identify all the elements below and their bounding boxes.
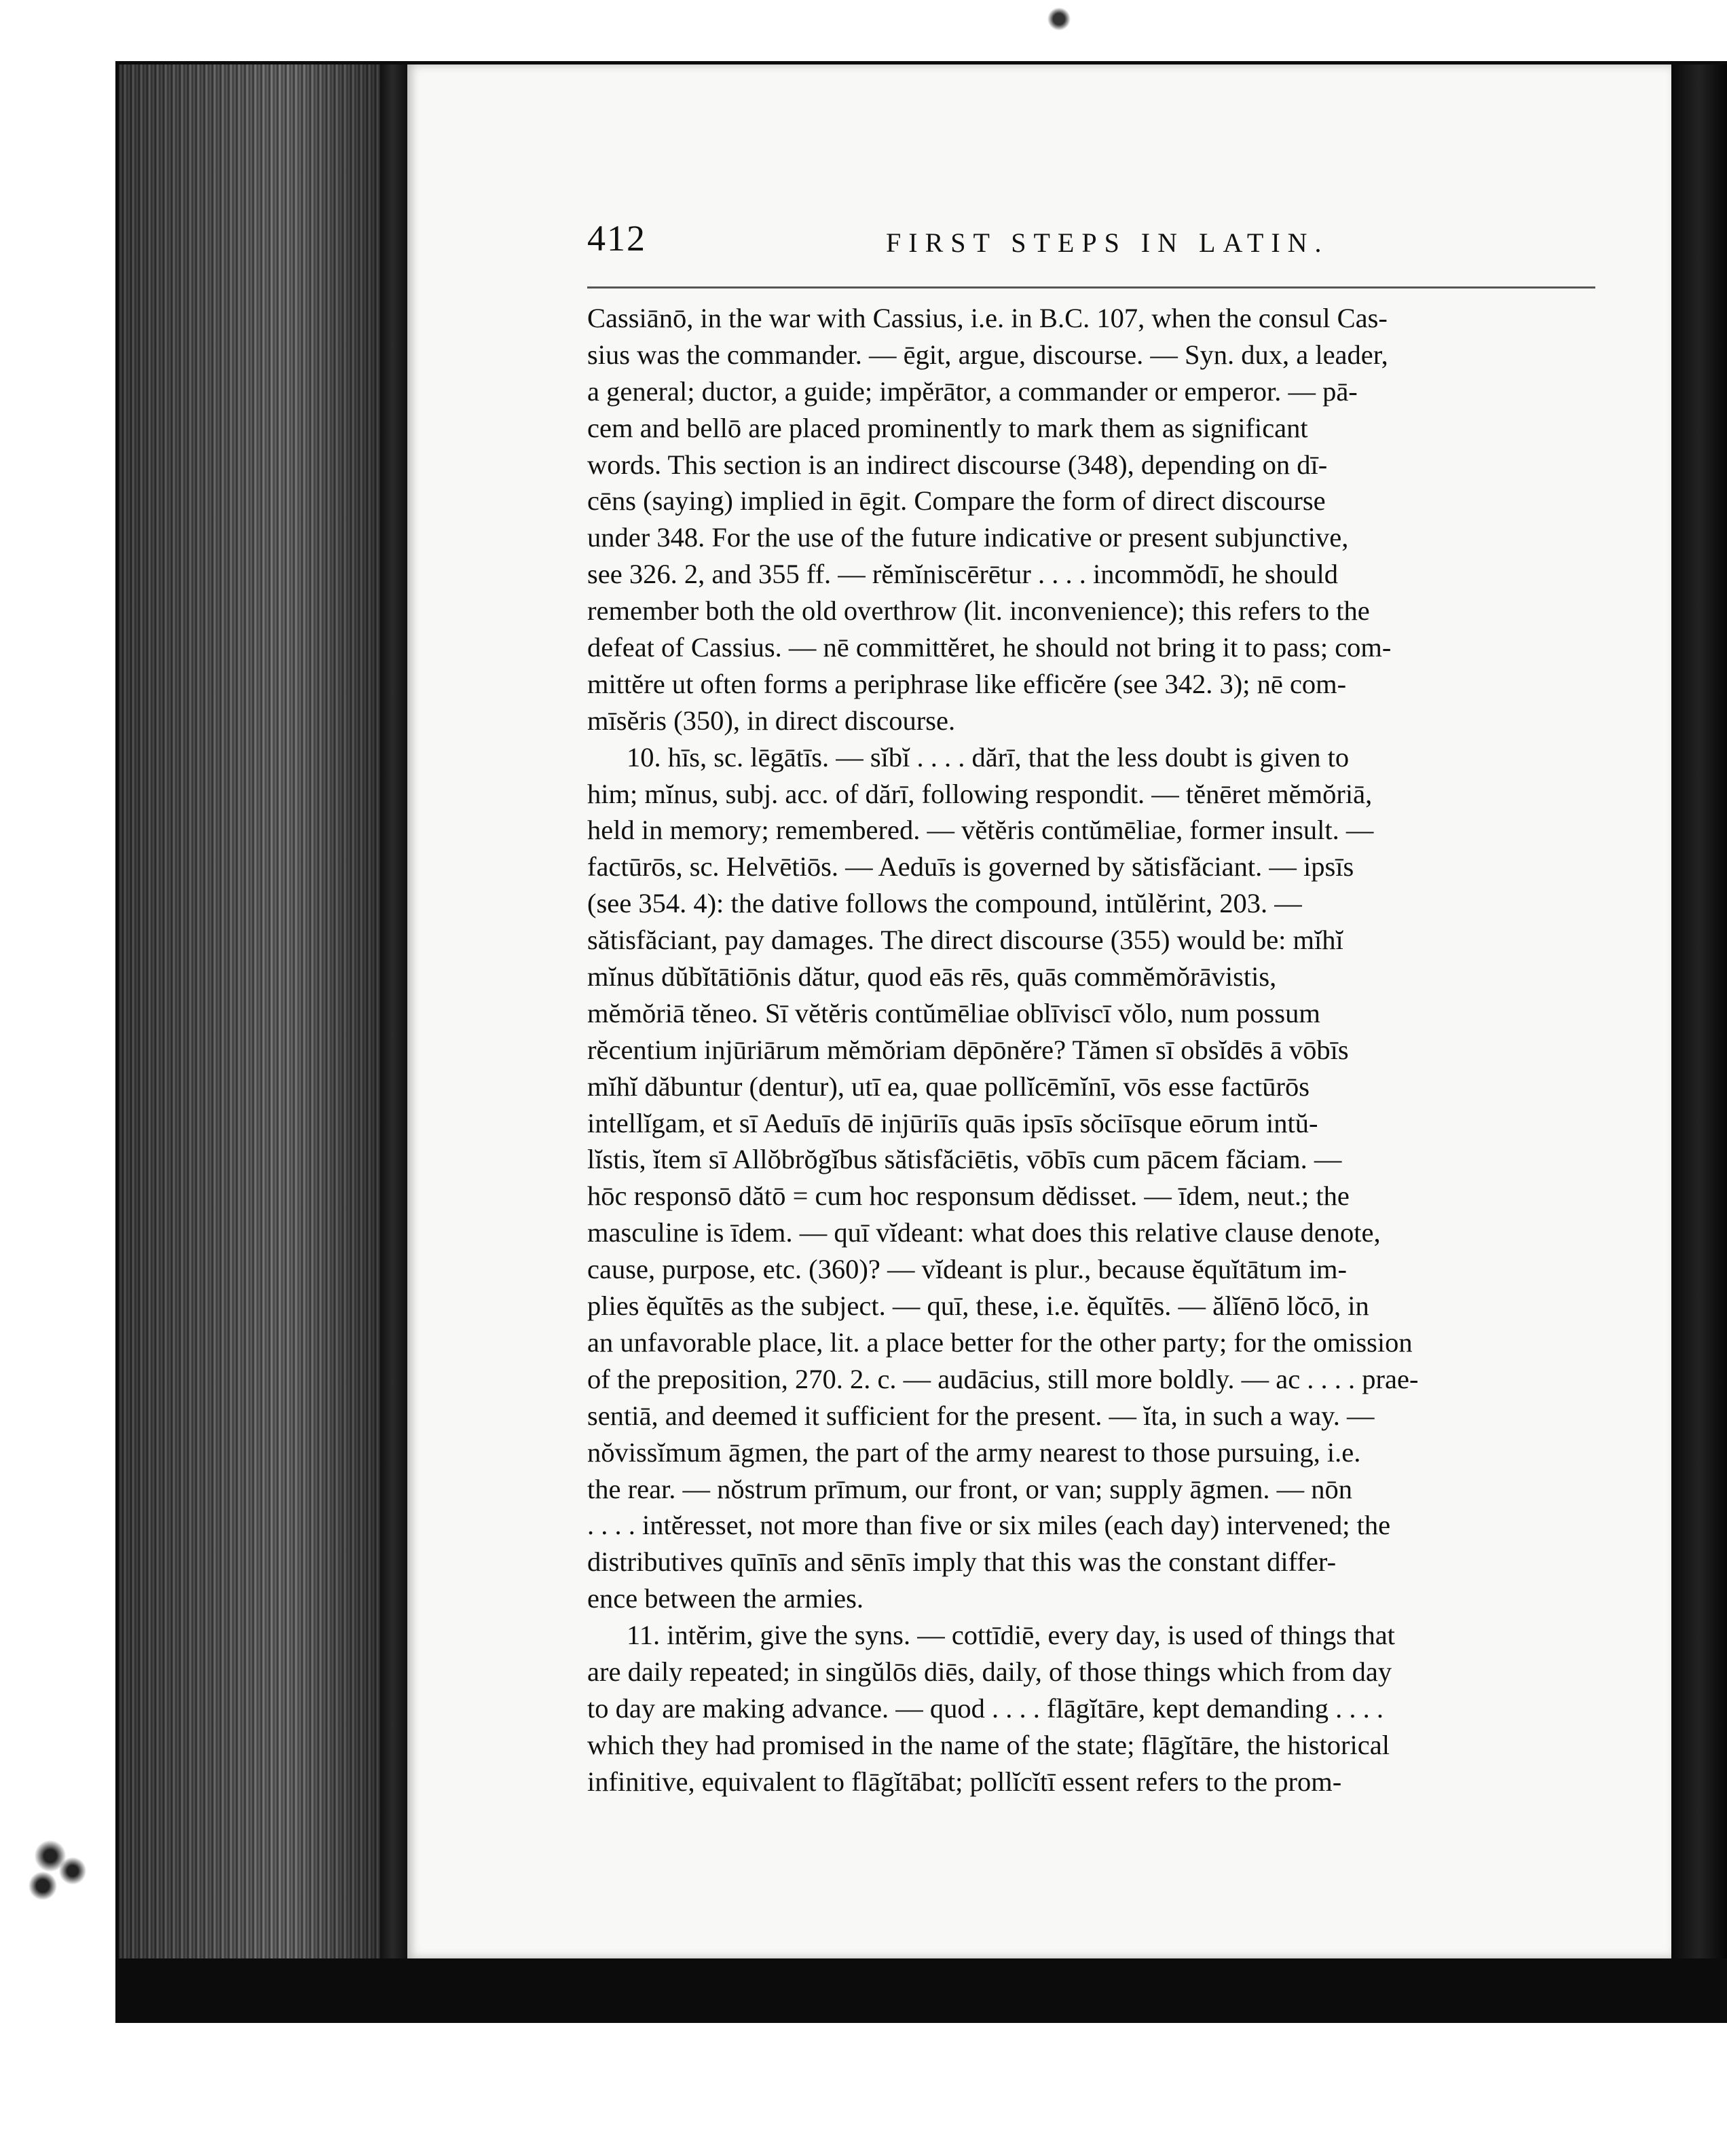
- text-line: mittĕre ut often forms a periphrase like efficĕre (see 342. 3); nē com-: [587, 668, 1347, 699]
- text-line: words. This section is an indirect discourse (348), depending on dī-: [587, 449, 1328, 480]
- text-line: hōc responsō dătō = cum hoc responsum dĕdisset. — īdem, neut.; the: [587, 1181, 1350, 1212]
- text-line: an unfavorable place, lit. a place better for the other party; for the omission: [587, 1326, 1413, 1358]
- text-line: nŏvissĭmum āgmen, the part of the army nearest to those pursuing, i.e.: [587, 1436, 1361, 1468]
- page-number: 412: [587, 218, 646, 259]
- text-line: infinitive, equivalent to flāgĭtābat; pollĭcĭtī essent refers to the prom-: [587, 1766, 1342, 1797]
- text-line: factūrōs, sc. Helvētiōs. — Aeduīs is governed by sătisfăciant. — ipsīs: [587, 851, 1354, 882]
- book-gutter: [380, 64, 411, 1958]
- text-line: a general; ductor, a guide; impĕrātor, a commander or emperor. — pā-: [587, 375, 1358, 407]
- text-line: held in memory; remembered. — vĕtĕris contŭmēliae, former insult. —: [587, 815, 1374, 846]
- text-line: to day are making advance. — quod . . . . flāgĭtāre, kept demanding . . . .: [587, 1692, 1384, 1724]
- text-line: 11. intĕrim, give the syns. — cottīdiē, every day, is used of things that: [627, 1620, 1395, 1651]
- text-line: him; mĭnus, subj. acc. of dărī, following respondit. — tĕnēret mĕmŏriā,: [587, 778, 1373, 809]
- text-line: cēns (saying) implied in ēgit. Compare the form of direct discourse: [587, 485, 1326, 517]
- text-line: ence between the armies.: [587, 1583, 864, 1614]
- text-line: rĕcentium injūriārum mĕmŏriam dēpōnĕre? Tămen sī obsĭdēs ā vōbīs: [587, 1034, 1349, 1065]
- scan-top-margin: [0, 0, 1727, 64]
- scan-bottom-margin: [0, 2026, 1727, 2156]
- text-line: of the preposition, 270. 2. c. — audācius, still more boldly. — ac . . . . prae-: [587, 1363, 1419, 1394]
- text-line: under 348. For the use of the future indicative or present subjunctive,: [587, 522, 1349, 553]
- text-line: mĭhĭ dăbuntur (dentur), utī ea, quae pollĭcēmĭnī, vōs esse factūrōs: [587, 1071, 1310, 1102]
- right-page-edge: [1671, 64, 1727, 1958]
- text-line: masculine is īdem. — quī vĭdeant: what does this relative clause denote,: [587, 1217, 1381, 1248]
- scan-speck: [1045, 5, 1073, 33]
- text-line: distributives quīnīs and sēnīs imply that this was the constant differ-: [587, 1546, 1337, 1578]
- text-line: see 326. 2, and 355 ff. — rĕmĭniscērētur . . . . incommŏdī, he should: [587, 559, 1339, 590]
- text-line: cem and bellō are placed prominently to mark them as significant: [587, 412, 1308, 443]
- text-line: mīsĕris (350), in direct discourse.: [587, 705, 956, 736]
- text-line: are daily repeated; in singŭlōs diēs, daily, of those things which from day: [587, 1656, 1392, 1687]
- book-page-edges: [119, 64, 404, 1958]
- text-line: mĕmŏriā tĕneo. Sī vĕtĕris contŭmēliae oblīviscī vŏlo, num possum: [587, 997, 1320, 1028]
- text-line: . . . . intĕresset, not more than five or six miles (each day) intervened; the: [587, 1510, 1391, 1541]
- text-line: Cassiānō, in the war with Cassius, i.e. in B.C. 107, when the consul Cas-: [587, 303, 1388, 333]
- text-line: mĭnus dŭbĭtātiōnis dătur, quod eās rēs, quās commĕmŏrāvistis,: [587, 961, 1277, 992]
- text-line: cause, purpose, etc. (360)? — vĭdeant is plur., because ĕquĭtātum im-: [587, 1254, 1348, 1285]
- text-line: sentiā, and deemed it sufficient for the present. — ĭta, in such a way. —: [587, 1400, 1375, 1431]
- text-line: lĭstis, ĭtem sī Allŏbrŏgĭbus sătisfăciētis, vōbīs cum pācem făciam. —: [587, 1144, 1342, 1175]
- text-line: defeat of Cassius. — nē committĕret, he should not bring it to pass; com-: [587, 632, 1392, 663]
- text-line: which they had promised in the name of the state; flāgĭtāre, the historical: [587, 1729, 1390, 1760]
- text-line: the rear. — nŏstrum prīmum, our front, or van; supply āgmen. — nōn: [587, 1473, 1353, 1504]
- text-line: sătisfăciant, pay damages. The direct discourse (355) would be: mĭhĭ: [587, 925, 1343, 956]
- text-line: intellĭgam, et sī Aeduīs dē injūriīs quās ipsīs sŏciīsque eōrum intŭ-: [587, 1107, 1318, 1138]
- scan-specks: [20, 1826, 95, 1901]
- header-rule: [587, 286, 1595, 289]
- text-line: (see 354. 4): the dative follows the compound, intŭlĕrint, 203. —: [587, 888, 1302, 919]
- text-line: remember both the old overthrow (lit. inconvenience); this refers to the: [587, 595, 1370, 627]
- running-title: FIRST STEPS IN LATIN.: [886, 227, 1329, 258]
- text-line: plies ĕquĭtēs as the subject. — quī, these, i.e. ĕquĭtēs. — ălĭēnō lŏcō, in: [587, 1290, 1369, 1322]
- text-line: 10. hīs, sc. lēgātīs. — sĭbĭ . . . . dărī, that the less doubt is given to: [627, 741, 1350, 773]
- page-body-text: [587, 300, 1595, 1800]
- text-line: sius was the commander. — ēgit, argue, discourse. — Syn. dux, a leader,: [587, 339, 1388, 370]
- page-header: [587, 217, 1595, 272]
